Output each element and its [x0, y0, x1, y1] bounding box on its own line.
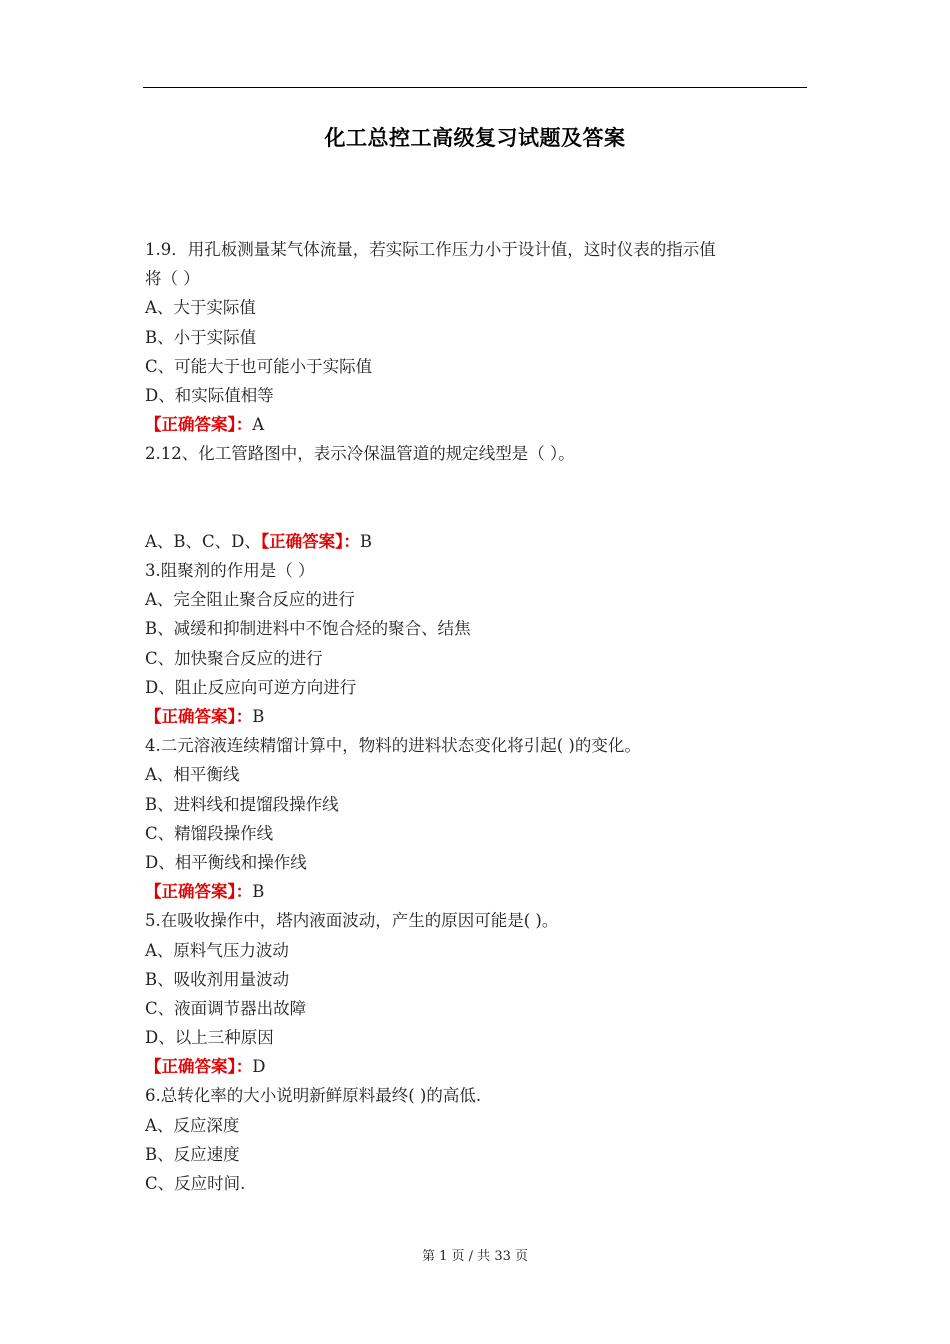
answer-value: B — [252, 707, 265, 727]
question-1-stem-line2: 将（ ） — [145, 269, 200, 289]
question-3-option-a: A、完全阻止聚合反应的进行 — [145, 590, 355, 610]
question-4-stem: 4.二元溶液连续精馏计算中，物料的进料状态变化将引起( )的变化。 — [145, 736, 641, 756]
question-1-option-b: B、小于实际值 — [145, 327, 257, 347]
question-1-option-c: C、可能大于也可能小于实际值 — [145, 356, 373, 376]
question-2-options: A、B、C、D、 — [145, 531, 261, 551]
answer-tag: 【正确答案】： — [145, 882, 253, 902]
answer-value: B — [359, 531, 373, 551]
question-5-option-d: D、以上三种原因 — [145, 1028, 274, 1048]
question-1-option-d: D、和实际值相等 — [145, 385, 274, 405]
question-5-stem: 5.在吸收操作中，塔内液面波动，产生的原因可能是( )。 — [145, 911, 559, 931]
page-number-footer: 第 1 页 / 共 33 页 — [422, 1249, 528, 1264]
question-6-stem: 6.总转化率的大小说明新鲜原料最终( )的高低. — [145, 1086, 482, 1106]
question-5-option-b: B、吸收剂用量波动 — [145, 969, 290, 989]
question-6-option-b: B、反应速度 — [145, 1144, 240, 1164]
question-5-answer — [145, 1052, 810, 1081]
answer-value: D — [252, 1057, 266, 1077]
question-1-stem-line1: 1.9．用孔板测量某气体流量，若实际工作压力小于设计值，这时仪表的指示值 — [145, 240, 716, 259]
question-3-option-b: B、减缓和抑制进料中不饱合烃的聚合、结焦 — [145, 619, 471, 639]
answer-tag: 【正确答案】： — [145, 415, 253, 435]
question-2-stem: 2.12、化工管路图中，表示冷保温管道的规定线型是（ ）。 — [145, 444, 575, 464]
question-6-option-c: C、反应时间. — [145, 1174, 246, 1194]
question-2-figure-space — [145, 469, 810, 527]
question-list — [145, 235, 810, 1198]
document-title: 化工总控工高级复习试题及答案 — [324, 126, 626, 150]
answer-tag: 【正确答案】： — [260, 531, 360, 551]
question-1-option-a: A、大于实际值 — [145, 298, 256, 318]
question-3-stem: 3.阻聚剂的作用是（ ） — [145, 561, 315, 581]
question-3-option-c: C、加快聚合反应的进行 — [145, 648, 323, 668]
question-4-option-c: C、精馏段操作线 — [145, 823, 274, 843]
answer-tag: 【正确答案】： — [145, 707, 253, 727]
question-5-option-a: A、原料气压力波动 — [145, 940, 289, 960]
question-4-option-b: B、进料线和提馏段操作线 — [145, 794, 339, 814]
question-2-options-answer — [145, 527, 810, 556]
question-1-answer — [145, 410, 810, 439]
question-4-answer — [145, 877, 810, 906]
question-3-option-d: D、阻止反应向可逆方向进行 — [145, 677, 357, 697]
question-6-option-a: A、反应深度 — [145, 1115, 240, 1135]
question-5-option-c: C、液面调节器出故障 — [145, 998, 307, 1018]
header-rule — [143, 87, 807, 88]
question-3-answer — [145, 702, 810, 731]
answer-tag: 【正确答案】： — [145, 1057, 253, 1077]
question-4-option-d: D、相平衡线和操作线 — [145, 852, 307, 872]
answer-value: B — [252, 882, 265, 902]
answer-value: A — [252, 415, 265, 435]
question-4-option-a: A、相平衡线 — [145, 765, 240, 785]
